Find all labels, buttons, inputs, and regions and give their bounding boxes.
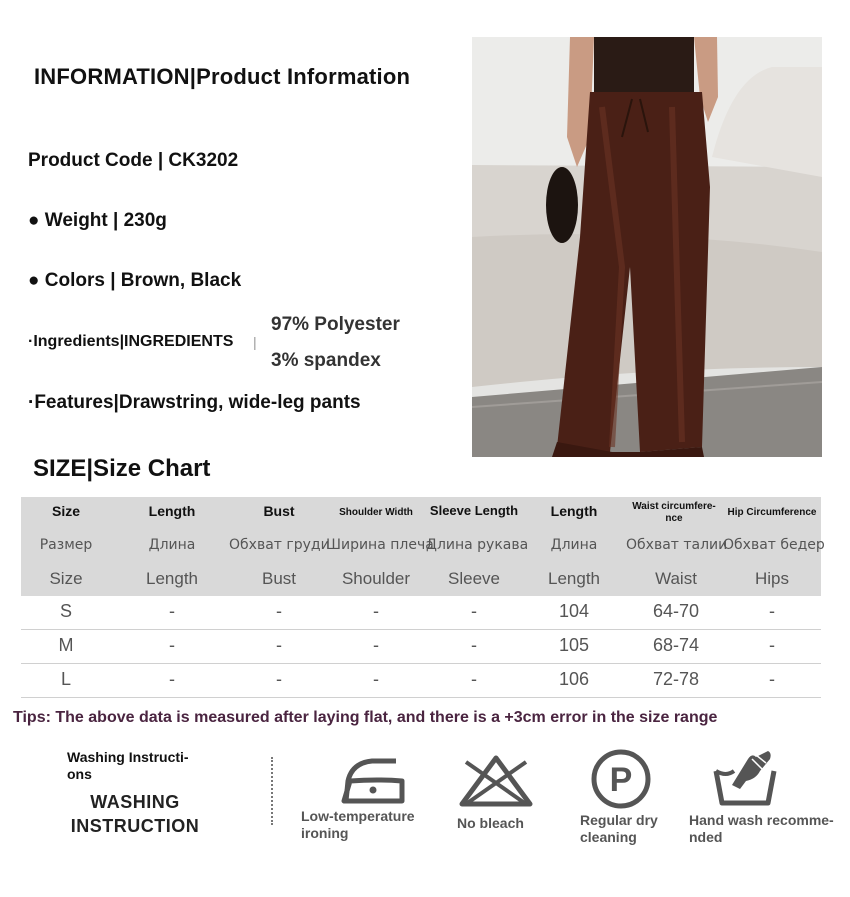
hand-wash-label-line2: nded: [689, 829, 723, 845]
size-table: [21, 497, 825, 698]
dry-clean-label: [580, 812, 658, 846]
washing-title-line2: INSTRUCTION: [70, 816, 200, 836]
table-row: [21, 596, 821, 630]
header-short-waist: Waist: [655, 569, 697, 588]
header-size: Size: [51, 503, 80, 519]
cell-shoulder: -: [373, 635, 379, 655]
washing-title-small: Washing Instructi-ons: [67, 749, 189, 782]
cell-size: S: [59, 601, 72, 621]
cell-length: -: [169, 635, 175, 655]
washing-divider: [271, 757, 273, 825]
cell-shoulder: -: [373, 669, 379, 689]
cell-sleeve: -: [471, 669, 477, 689]
weight: ● Weight | 230g: [28, 210, 167, 231]
header-short-length-2: Length: [548, 569, 600, 588]
no-bleach-label: No bleach: [457, 815, 524, 831]
header-short-bust: Bust: [261, 569, 297, 588]
dry-clean-label-line1: Regular dry: [580, 812, 658, 828]
header-ru-bust: Обхват груди: [229, 537, 330, 553]
cell-length-2: 104: [558, 601, 590, 621]
cell-size: M: [58, 635, 74, 655]
ingredients-label: ·Ingredients|INGREDIENTS: [28, 333, 234, 350]
ingredient-spandex: 3% spandex: [271, 350, 381, 371]
info-title: INFORMATION|Product Information: [34, 64, 411, 89]
cell-hips: -: [769, 635, 775, 655]
cell-bust: -: [276, 669, 282, 689]
iron-label-line2: ironing: [301, 825, 349, 841]
cell-length: -: [169, 601, 175, 621]
cell-length-2: 106: [558, 669, 590, 689]
iron-low-temp-icon: [338, 753, 406, 810]
cell-length: -: [169, 669, 175, 689]
hand-wash-icon: [712, 749, 778, 812]
cell-hips: -: [769, 601, 775, 621]
cell-waist: 64-70: [652, 601, 700, 621]
cell-bust: -: [276, 601, 282, 621]
washing-title-line1: WASHING: [90, 792, 180, 812]
header-ru-hip: Обхват бедер: [723, 537, 825, 553]
header-ru-sleeve: Длина рукава: [426, 537, 529, 553]
cell-waist: 68-74: [652, 635, 700, 655]
product-code: Product Code | CK3202: [28, 150, 239, 171]
cell-bust: -: [276, 635, 282, 655]
iron-label: [301, 808, 415, 842]
washing-title: [60, 790, 210, 838]
header-shoulder-width: Shoulder Width: [339, 507, 413, 518]
header-short-length: Length: [146, 569, 198, 588]
size-tips: Tips: The above data is measured after laying flat, and there is a +3cm error in the size range: [13, 709, 718, 726]
dry-clean-label-line2: cleaning: [580, 829, 637, 845]
header-length: Length: [148, 503, 196, 519]
no-bleach-icon: [458, 752, 534, 813]
header-short-size: Size: [49, 569, 83, 588]
header-length-2: Length: [550, 503, 598, 519]
cell-shoulder: -: [373, 601, 379, 621]
hand-wash-label: [689, 812, 834, 846]
header-ru-waist: Обхват талии: [626, 537, 728, 553]
header-sleeve-length: Sleeve Length: [429, 503, 519, 518]
table-row: [21, 664, 821, 698]
header-waist: Waist circumfere-nce: [632, 501, 716, 524]
ingredient-polyester: 97% Polyester: [271, 314, 400, 335]
iron-label-line1: Low-temperature: [301, 808, 415, 824]
size-table-header: [21, 497, 825, 596]
header-ru-size: Размер: [39, 537, 93, 553]
colors: ● Colors | Brown, Black: [28, 270, 242, 291]
header-hip: Hip Circumference: [727, 507, 817, 518]
cell-size: L: [60, 669, 71, 689]
hand-wash-label-line1: Hand wash recomme-: [689, 812, 834, 828]
product-photo: [472, 37, 822, 457]
table-row: [21, 630, 821, 664]
cell-waist: 72-78: [652, 669, 700, 689]
header-short-hips: Hips: [754, 569, 789, 588]
features: ·Features|Drawstring, wide-leg pants: [28, 392, 361, 413]
dry-clean-p-icon: [589, 747, 653, 816]
header-ru-length: Длина: [148, 537, 196, 553]
cell-sleeve: -: [471, 635, 477, 655]
header-bust: Bust: [263, 503, 295, 519]
size-chart-title: SIZE|Size Chart: [33, 455, 211, 482]
header-ru-shoulder: Ширина плеча: [326, 537, 434, 553]
svg-text:P: P: [609, 761, 633, 799]
ingredients-divider: |: [253, 334, 257, 350]
header-ru-length-2: Длина: [550, 537, 598, 553]
header-short-shoulder: Shoulder: [341, 569, 411, 588]
cell-sleeve: -: [471, 601, 477, 621]
cell-hips: -: [769, 669, 775, 689]
cell-length-2: 105: [558, 635, 590, 655]
header-short-sleeve: Sleeve: [448, 569, 500, 588]
